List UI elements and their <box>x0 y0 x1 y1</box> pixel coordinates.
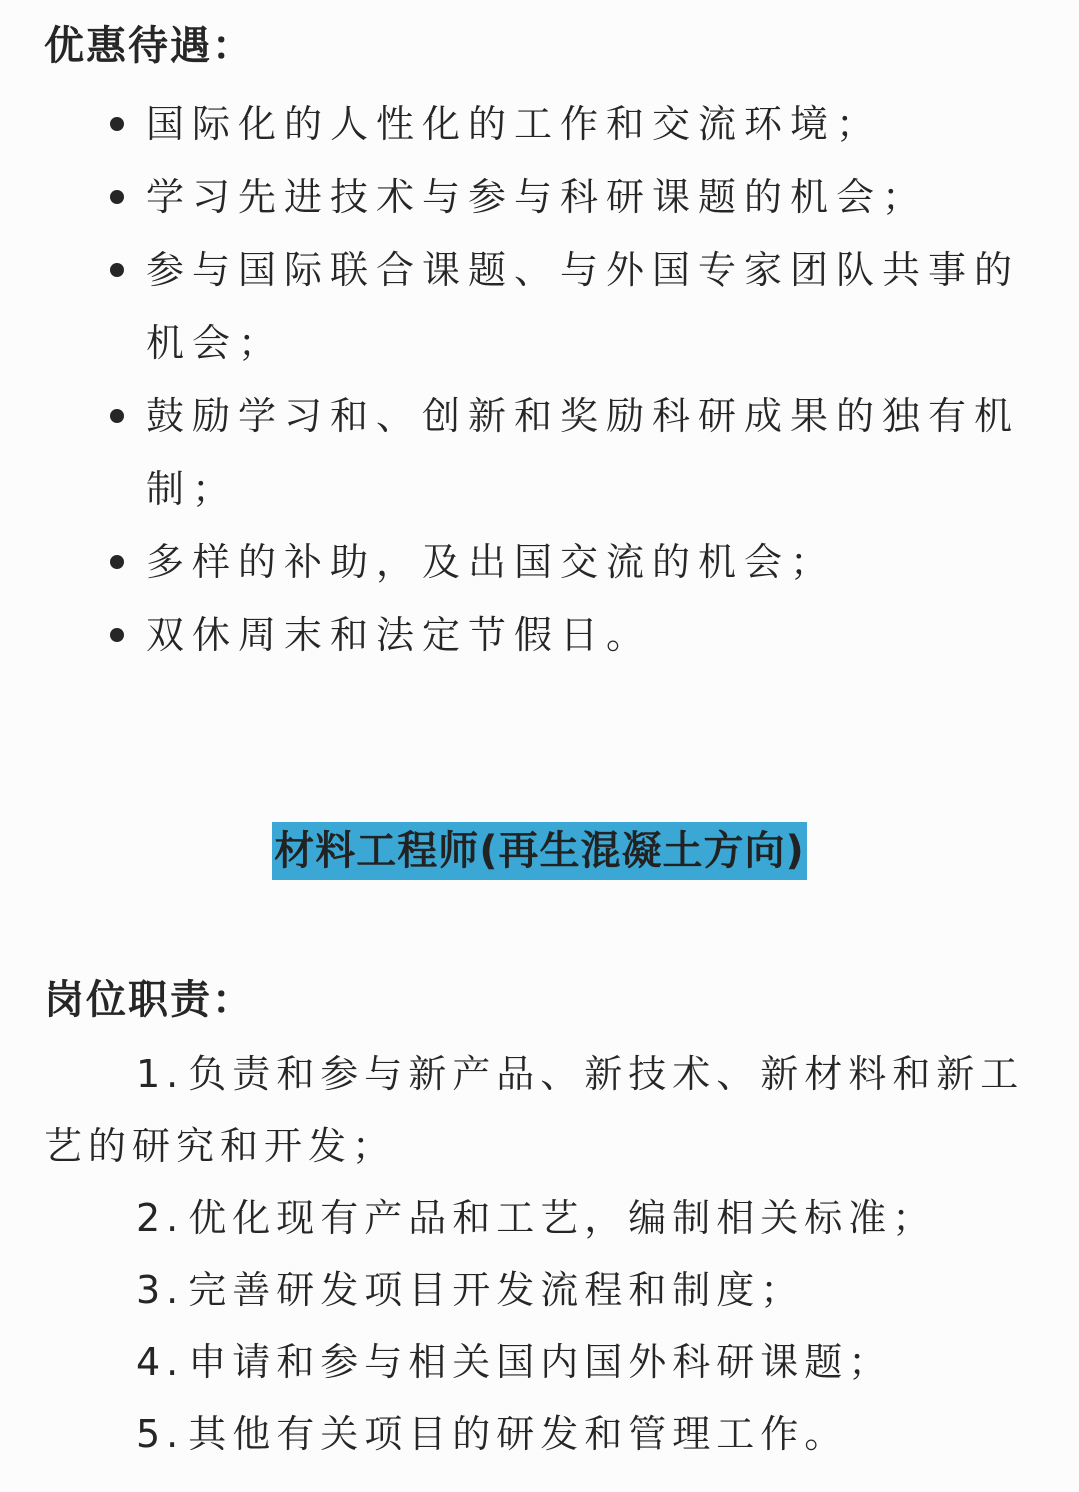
duty-number: 2. <box>136 1196 185 1240</box>
benefit-text: 鼓励学习和、创新和奖励科研成果的独有机制； <box>146 394 1021 511</box>
duty-number: 5. <box>136 1412 185 1456</box>
benefits-heading: 优惠待遇： <box>44 23 254 69</box>
benefit-text: 学习先进技术与参与科研课题的机会； <box>146 175 929 219</box>
benefit-item <box>0 88 1046 161</box>
benefit-text: 多样的补助，及出国交流的机会； <box>146 540 837 584</box>
duty-text: 负责和参与新产品、新技术、新材料和新工艺的研究和开发； <box>44 1052 1025 1168</box>
benefit-item <box>0 161 1046 234</box>
duty-item <box>44 1254 1044 1326</box>
position-title: 材料工程师(再生混凝土方向) <box>272 822 807 880</box>
duty-item <box>44 1038 1044 1182</box>
duty-text: 完善研发项目开发流程和制度； <box>188 1268 805 1312</box>
benefits-list <box>0 88 1079 672</box>
bullet-icon <box>110 628 124 642</box>
position-title-wrap <box>0 822 1079 880</box>
duties-list <box>44 1038 1044 1470</box>
bullet-icon <box>110 190 124 204</box>
benefit-text: 双休周末和法定节假日。 <box>146 613 653 657</box>
duty-item <box>44 1398 1044 1470</box>
duty-item <box>44 1326 1044 1398</box>
bullet-icon <box>110 263 124 277</box>
duties-heading: 岗位职责： <box>44 977 254 1023</box>
benefit-item <box>0 234 1046 380</box>
benefit-item <box>0 380 1046 526</box>
duty-item <box>44 1182 1044 1254</box>
duty-number: 3. <box>136 1268 185 1312</box>
duty-number: 1. <box>136 1052 185 1096</box>
bullet-icon <box>110 555 124 569</box>
bullet-icon <box>110 409 124 423</box>
duty-number: 4. <box>136 1340 185 1384</box>
benefit-text: 国际化的人性化的工作和交流环境； <box>146 102 883 146</box>
duty-text: 优化现有产品和工艺，编制相关标准； <box>188 1196 937 1240</box>
benefit-text: 参与国际联合课题、与外国专家团队共事的机会； <box>146 248 1021 365</box>
benefit-item <box>0 599 1046 672</box>
duty-text: 其他有关项目的研发和管理工作。 <box>188 1412 849 1456</box>
bullet-icon <box>110 117 124 131</box>
benefit-item <box>0 526 1046 599</box>
duty-text: 申请和参与相关国内国外科研课题； <box>188 1340 893 1384</box>
